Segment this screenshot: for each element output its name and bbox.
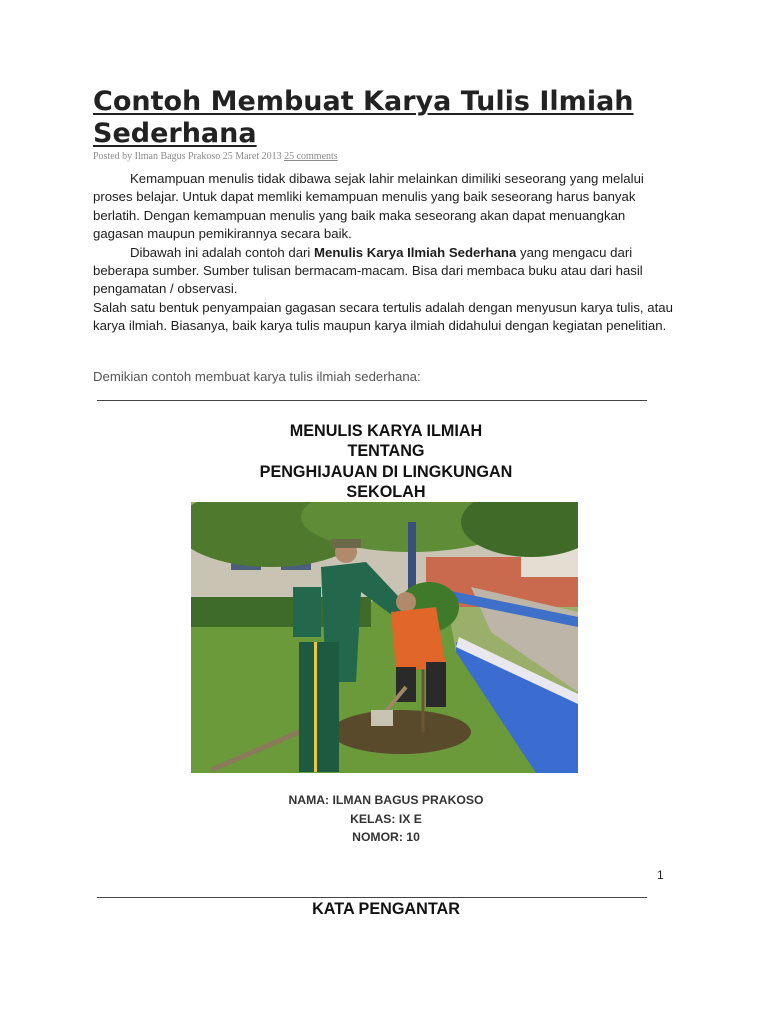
article-title[interactable] (93, 86, 693, 150)
paragraph-3: Salah satu bentuk penyampaian gagasan secara tertulis adalah dengan menyusun karya tulis, atau karya ilmiah. Biasanya, baik karya tulis maupun karya ilmiah didahului dengan kegiatan penelitian. (93, 299, 673, 334)
page-divider-bottom (97, 897, 647, 898)
paragraph-2 (93, 244, 673, 299)
kata-pengantar-heading: KATA PENGANTAR (312, 900, 460, 918)
document-heading (186, 421, 586, 502)
article-byline (93, 151, 338, 162)
paragraph-2-start: Dibawah ini adalah contoh dari (130, 244, 315, 260)
paragraph-2-bold: Menulis Karya Ilmiah Sederhana (314, 244, 517, 260)
student-class: KELAS: IX E (350, 811, 422, 826)
student-number: NOMOR: 10 (352, 830, 420, 845)
heading-line-2: TENTANG (347, 442, 425, 461)
heading-line-3: PENGHIJAUAN DI LINGKUNGAN (259, 462, 513, 481)
title-line-1[interactable]: Contoh Membuat Karya Tulis Ilmiah (93, 86, 634, 117)
page-divider-top (97, 400, 647, 401)
tree-planting-photo (191, 502, 578, 773)
heading-line-4: SEKOLAH (346, 482, 426, 501)
closing-line: Demikian contoh membuat karya tulis ilmiah sederhana: (93, 369, 421, 384)
paragraph-1: Kemampuan menulis tidak dibawa sejak lahir melainkan dimiliki seseorang yang melalui proses belajar. Untuk dapat memliki kemampuan menulis yang baik seseorang harus banyak berlatih. Dengan kemampuan menulis yang baik maka seseorang akan dapat menuangkan gagasan maupun pemikirannya secara baik. (93, 171, 644, 242)
heading-line-1: MENULIS KARYA ILMIAH (289, 422, 483, 440)
student-name: NAMA: ILMAN BAGUS PRAKOSO (288, 793, 484, 807)
byline-text: Posted by Ilman Bagus Prakoso 25 Maret 2013 (93, 151, 282, 162)
page-number: 1 (657, 868, 664, 882)
comments-link[interactable]: 25 comments (284, 151, 338, 162)
article-body (93, 170, 673, 336)
paragraph-2-end: yang mengacu dari beberapa sumber. Sumber tulisan bermacam-macam. Bisa dari membaca buku atau dari hasil pengamatan / observasi. (93, 244, 643, 297)
title-line-2[interactable]: Sederhana (93, 118, 257, 149)
student-info (186, 791, 586, 847)
